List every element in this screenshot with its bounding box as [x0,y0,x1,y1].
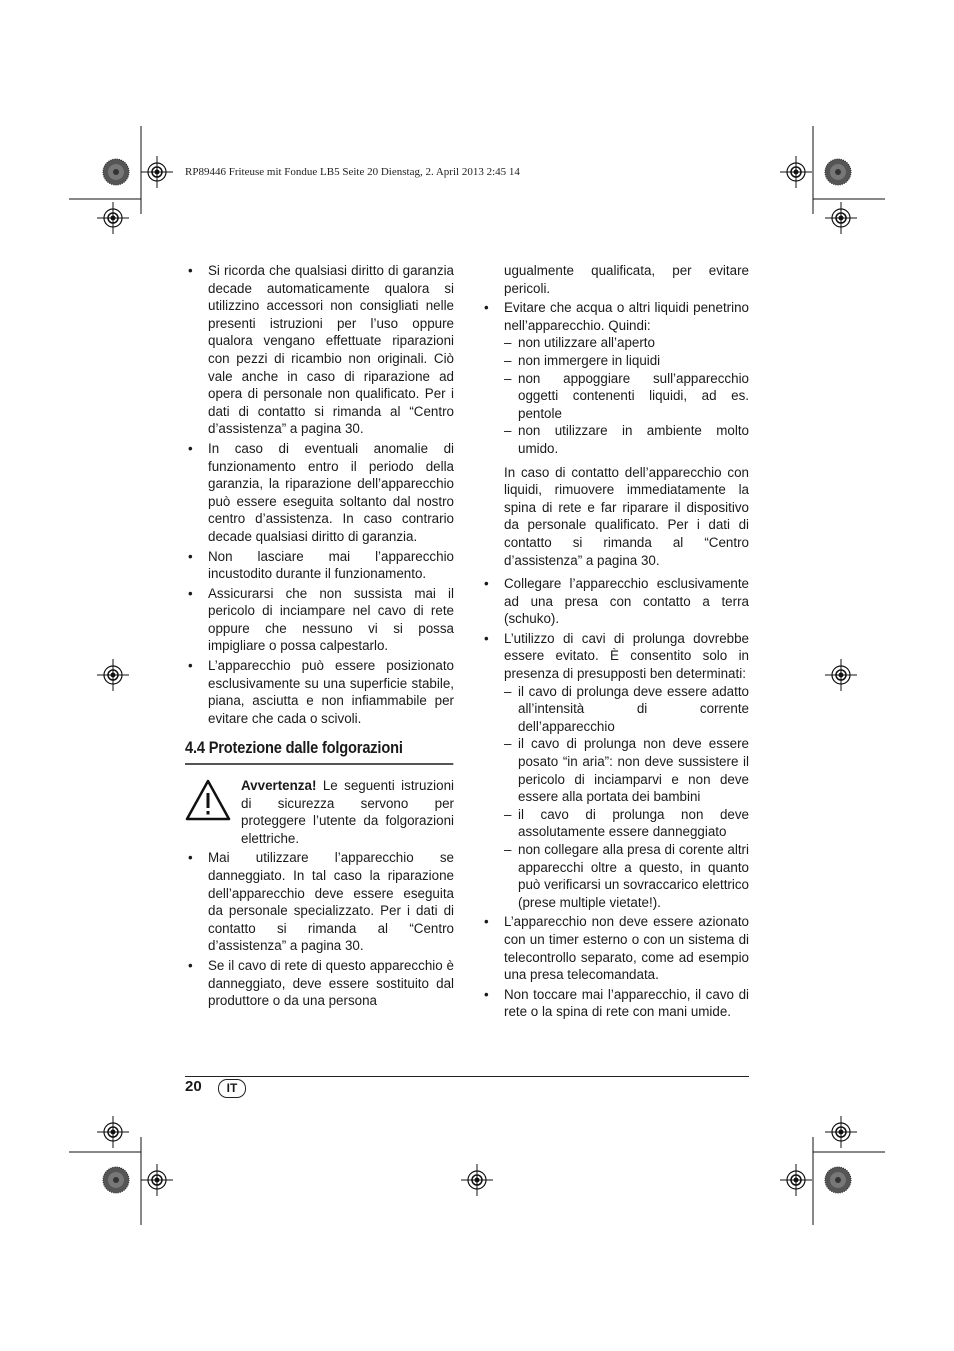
list-item-text: L’utilizzo di cavi di prolunga dovrebbe essere evitato. È consentito solo in presenza di presupposti ben determinati: [504,630,749,682]
sub-list-item: – il cavo di prolunga non deve essere posato “in aria”: non deve sussistere il pericolo di inciamparvi e non deve essere alla portata dei bambini [504,735,749,805]
sub-list-item: – il cavo di prolunga non deve assolutamente essere danneggiato [504,806,749,841]
registration-mark [97,202,129,234]
list-item: • Si ricorda che qualsiasi diritto di garanzia decade automaticamente qualora si utilizzino accessori non consigliati nelle presenti istruzioni per l’uso oppure qualora vengano effettuate riparazioni con pezzi di ricambio non originali. Ciò vale anche in caso di riparazione ad opera di personale non qualificato. Per i dati di contatto si rimanda al “Centro d’assistenza” a pagina 30. [185,262,454,438]
left-column [185,262,454,1012]
list-item: • L’apparecchio può essere posizionato esclusivamente su una superficie stabile, piana, asciutta e non infiammabile per evitare che cada o scivoli. [185,657,454,727]
continued-text: ugualmente qualificata, per evitare pericoli. [504,263,749,296]
registration-mark [825,202,857,234]
electric-safety-list-continued [481,299,749,457]
list-item: • Non lasciare mai l’apparecchio incustodito durante il funzionamento. [185,548,454,583]
list-item: • L’apparecchio non deve essere azionato con un timer esterno o con un sistema di telecontrollo separato, come ad esempio una presa telecomandata. [481,913,749,983]
list-item [481,630,749,912]
right-column [481,262,749,1023]
list-item: • Non toccare mai l’apparecchio, il cavo di rete o la spina di rete con mani umide. [481,986,749,1021]
list-item [481,299,749,457]
list-item: • Collegare l’apparecchio esclusivamente ad una presa con contatto a terra (schuko). [481,575,749,628]
sub-list-item: – non immergere in liquidi [504,352,749,370]
registration-mark [97,659,129,691]
warning-label: Avvertenza! [241,778,317,794]
paragraph: In caso di contatto dell’apparecchio con liquidi, rimuovere immediatamente la spina di rete e far riparare il dispositivo da personale qualificato. Per i dati di contatto si rimanda al “Centro d’assistenza” a pagina 30. [504,464,749,568]
electric-safety-list-more [481,575,749,1021]
list-item: • Mai utilizzare l’apparecchio se danneggiato. In tal caso la riparazione dell’apparecchio deve essere eseguita da personale specializzato. Per i dati di contatto si rimanda al “Centro d’assistenza” a pagina 30. [185,849,454,955]
list-item: • Se il cavo di rete di questo apparecchio è danneggiato, deve essere sostituito dal produttore o da una persona [185,957,454,1010]
sub-list-item: – non collegare alla presa di corente altri apparecchi oltre a questo, in quanto può verificarsi un sovraccarico elettrico (prese multiple vietate!). [504,841,749,911]
sub-list [504,334,749,457]
registration-mark [141,156,173,188]
electric-safety-list [185,849,454,1009]
sub-list-item: – non utilizzare in ambiente molto umido. [504,422,749,457]
registration-mark [780,156,812,188]
page-number: 20 [185,1078,202,1095]
print-header: RP89446 Friteuse mit Fondue LB5 Seite 20 Dienstag, 2. April 2013 2:45 14 [185,166,520,178]
footer-divider [185,1076,749,1077]
registration-mark [141,1164,173,1196]
registration-mark [461,1164,493,1196]
list-item: • Assicurarsi che non sussista mai il pericolo di inciampare nel cavo di rete oppure che nessuno vi si possa impigliare o possa calpestarlo. [185,585,454,655]
color-burst-mark [825,1167,851,1193]
color-burst-mark [825,159,851,185]
language-badge: IT [218,1079,246,1098]
list-item-text: Evitare che acqua o altri liquidi penetrino nell’apparecchio. Quindi: [504,300,749,333]
color-burst-mark [103,1167,129,1193]
list-item: • In caso di eventuali anomalie di funzionamento entro il periodo della garanzia, la riparazione dell’apparecchio può essere eseguita soltanto dal nostro centro d’assistenza. In caso contrario decade qualsiasi diritto di garanzia. [185,440,454,546]
warning-text: Le seguenti istruzioni di sicurezza servono per proteggere l’utente da folgorazioni elettriche. [241,778,454,846]
registration-mark [825,659,857,691]
color-burst-mark [103,159,129,185]
safety-list [185,262,454,727]
section-heading: 4.4 Protezione dalle folgorazioni [185,739,453,765]
sub-list-item: – non utilizzare all’aperto [504,334,749,352]
registration-mark [825,1116,857,1148]
registration-mark [780,1164,812,1196]
sub-list-item: – il cavo di prolunga deve essere adatto all’intensità di corrente dell’apparecchio [504,683,749,736]
sub-list [504,683,749,912]
warning-block [185,777,454,847]
warning-triangle-icon [185,779,231,821]
sub-list-item: – non appoggiare sull’apparecchio oggetti contenenti liquidi, ad es. pentole [504,370,749,423]
registration-mark [97,1116,129,1148]
